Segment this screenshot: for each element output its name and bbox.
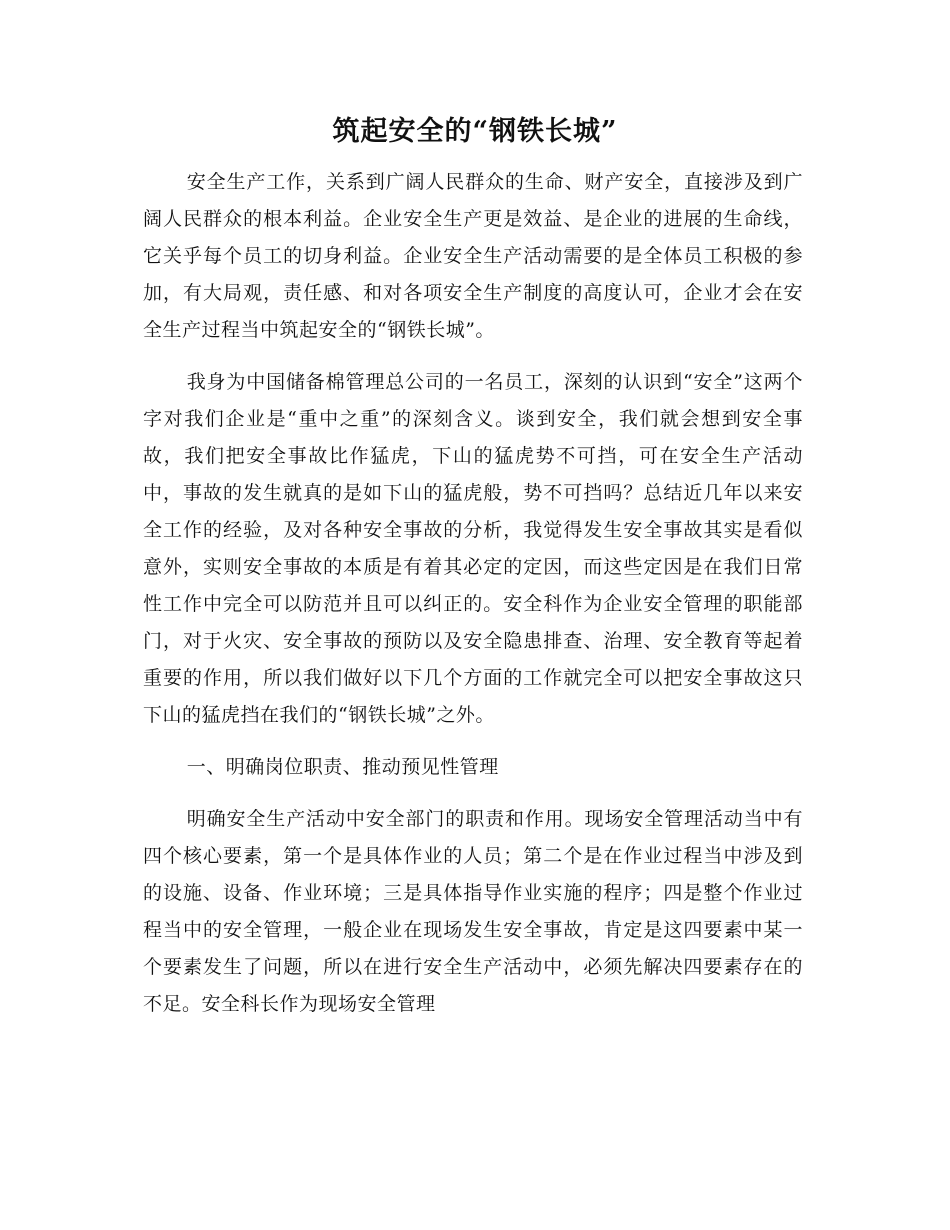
document-body (143, 164, 803, 1023)
paragraph-gap (143, 734, 803, 749)
paragraph-gap (143, 349, 803, 364)
section-heading-1: 一、明确岗位职责、推动预见性管理 (186, 756, 499, 778)
paragraph-safety-awareness: 我身为中国储备棉管理总公司的一名员工，深刻的认识到“安全”这两个字对我们企业是“重中之重”的深刻含义。谈到安全，我们就会想到安全事故，我们把安全事故比作猛虎，下山的猛虎势不可挡，可在安全生产活动中，事故的发生就真的是如下山的猛虎般，势不可挡吗？总结近几年以来安全工作的经验，及对各种安全事故的分析，我觉得发生安全事故其实是看似意外，实则安全事故的本质是有着其必定的定因，而这些定因是在我们日常性工作中完全可以防范并且可以纠正的。安全科作为企业安全管理的职能部门，对于火灾、安全事故的预防以及安全隐患排查、治理、安全教育等起着重要的作用，所以我们做好以下几个方面的工作就完全可以把安全事故这只下山的猛虎挡在我们的“钢铁长城”之外。 (143, 371, 803, 726)
document-title: 筑起安全的“钢铁长城” (332, 116, 618, 147)
paragraph-gap (143, 786, 803, 801)
paragraph-intro: 安全生产工作，关系到广阔人民群众的生命、财产安全，直接涉及到广阔人民群众的根本利益。企业安全生产更是效益、是企业的进展的生命线，它关乎每个员工的切身利益。企业安全生产活动需要的是全体员工积极的参加，有大局观，责任感、和对各项安全生产制度的高度认可，企业才会在安全生产过程当中筑起安全的“钢铁长城”。 (143, 171, 803, 341)
paragraph-responsibilities: 明确安全生产活动中安全部门的职责和作用。现场安全管理活动当中有四个核心要素，第一个是具体作业的人员；第二个是在作业过程当中涉及到的设施、设备、作业环境；三是具体指导作业实施的程序；四是整个作业过程当中的安全管理，一般企业在现场发生安全事故，肯定是这四要素中某一个要素发生了问题，所以在进行安全生产活动中，必须先解决四要素存在的不足。安全科长作为现场安全管理 (143, 808, 803, 1015)
